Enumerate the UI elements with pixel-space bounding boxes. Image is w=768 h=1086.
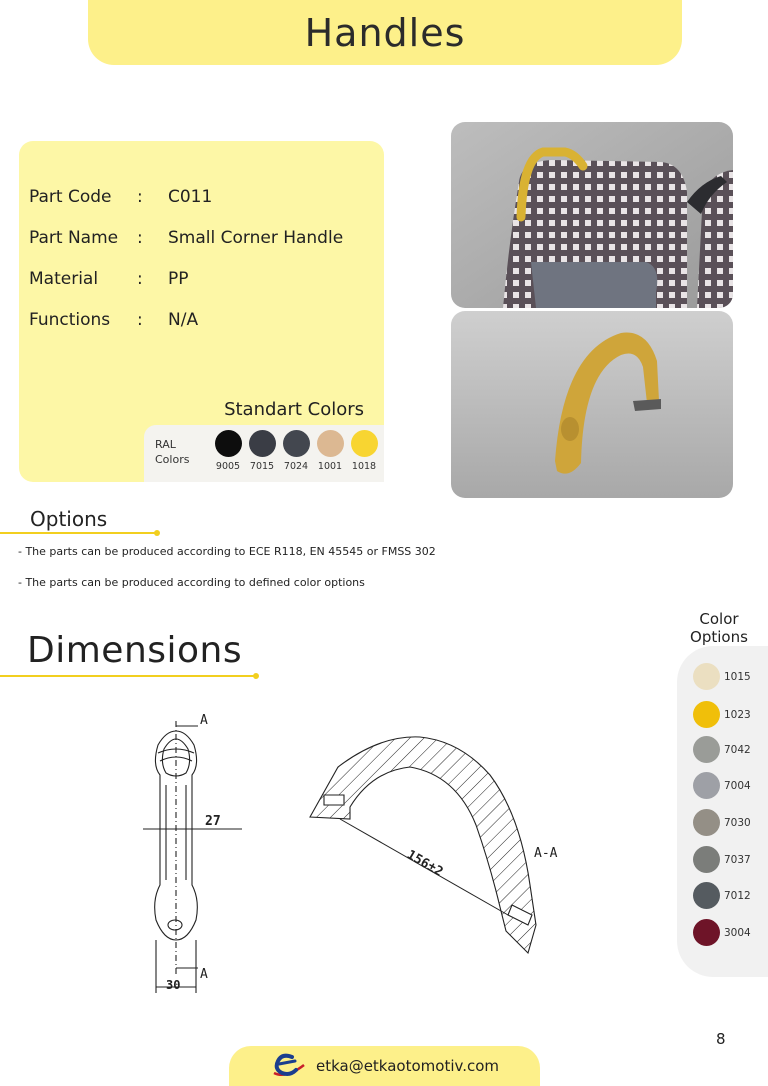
swatch-code: 1018 [351,461,377,472]
separator: : [137,269,143,289]
depth-dimension: 27 [205,814,221,829]
part-info-card [19,141,384,482]
swatch-code: 1001 [317,461,343,472]
seat-with-handle-photo [451,122,733,308]
color-option-dot [693,882,720,909]
swatch-dot [215,430,242,457]
page-number: 8 [716,1030,726,1048]
dimensions-heading: Dimensions [27,630,243,671]
etka-logo-icon [270,1051,306,1081]
option-line: - The parts can be produced according to defined color options [18,576,365,589]
material-row [29,269,189,289]
part-code-value: C011 [168,187,213,207]
separator: : [137,228,143,248]
ral-colors-box [144,425,384,482]
color-option [693,809,751,836]
color-option-dot [693,809,720,836]
functions-value: N/A [168,310,199,330]
dimensions-underline [0,675,256,677]
color-option [693,919,751,946]
material-value: PP [168,269,189,289]
part-code-label: Part Code [29,187,112,207]
separator: : [137,187,143,207]
color-option [693,882,751,909]
yellow-handle-photo [451,311,733,498]
swatch-dot [351,430,378,457]
page-title: Handles [304,10,466,55]
section-marker-top: A [200,713,208,728]
swatch-code: 7015 [249,461,275,472]
color-options-title-line: Color [699,610,739,628]
color-option-code: 1023 [724,708,751,721]
color-option [693,772,751,799]
length-dimension: 156±2 [404,847,446,881]
color-option-code: 7042 [724,743,751,756]
footer-bar [229,1046,540,1086]
material-label: Material [29,269,99,289]
color-option [693,701,751,728]
ral-label-line: Colors [155,453,190,466]
color-option [693,736,751,763]
standard-colors-title: Standart Colors [224,399,364,420]
section-marker-bottom: A [200,967,208,982]
ral-label-line: RAL [155,438,176,451]
color-option-dot [693,919,720,946]
functions-row [29,310,198,330]
color-swatch [350,430,378,472]
color-option-dot [693,736,720,763]
color-option-code: 7012 [724,889,751,902]
color-option-code: 1015 [724,670,751,683]
color-option-code: 7004 [724,779,751,792]
color-options-title-line: Options [690,628,748,646]
part-name-value: Small Corner Handle [168,228,344,248]
functions-label: Functions [29,310,111,330]
swatch-dot [317,430,344,457]
technical-drawing [0,695,640,1005]
contact-email[interactable]: etka@etkaotomotiv.com [315,1057,500,1075]
color-swatch [316,430,344,472]
color-option-dot [693,701,720,728]
title-banner [88,0,682,65]
color-option-dot [693,663,720,690]
color-swatch [282,430,310,472]
color-option [693,663,751,690]
color-option-code: 7030 [724,816,751,829]
separator: : [137,310,143,330]
color-option [693,846,751,873]
part-name-label: Part Name [29,228,119,248]
color-swatch [248,430,276,472]
color-swatch [214,430,242,472]
color-option-dot [693,772,720,799]
color-options-panel [677,646,768,977]
ral-label [155,437,189,467]
swatch-dot [283,430,310,457]
width-dimension: 30 [166,978,181,992]
part-name-row [29,228,343,248]
section-label: A-A [534,846,558,861]
options-underline [0,532,158,534]
options-heading: Options [30,507,108,531]
swatch-dot [249,430,276,457]
section-view [310,737,536,953]
color-options-title [688,610,750,646]
option-line: - The parts can be produced according to ECE R118, EN 45545 or FMSS 302 [18,545,436,558]
color-option-code: 7037 [724,853,751,866]
color-option-code: 3004 [724,926,751,939]
color-option-dot [693,846,720,873]
swatch-code: 9005 [215,461,241,472]
swatch-code: 7024 [283,461,309,472]
front-view [143,721,242,993]
part-code-row [29,187,212,207]
